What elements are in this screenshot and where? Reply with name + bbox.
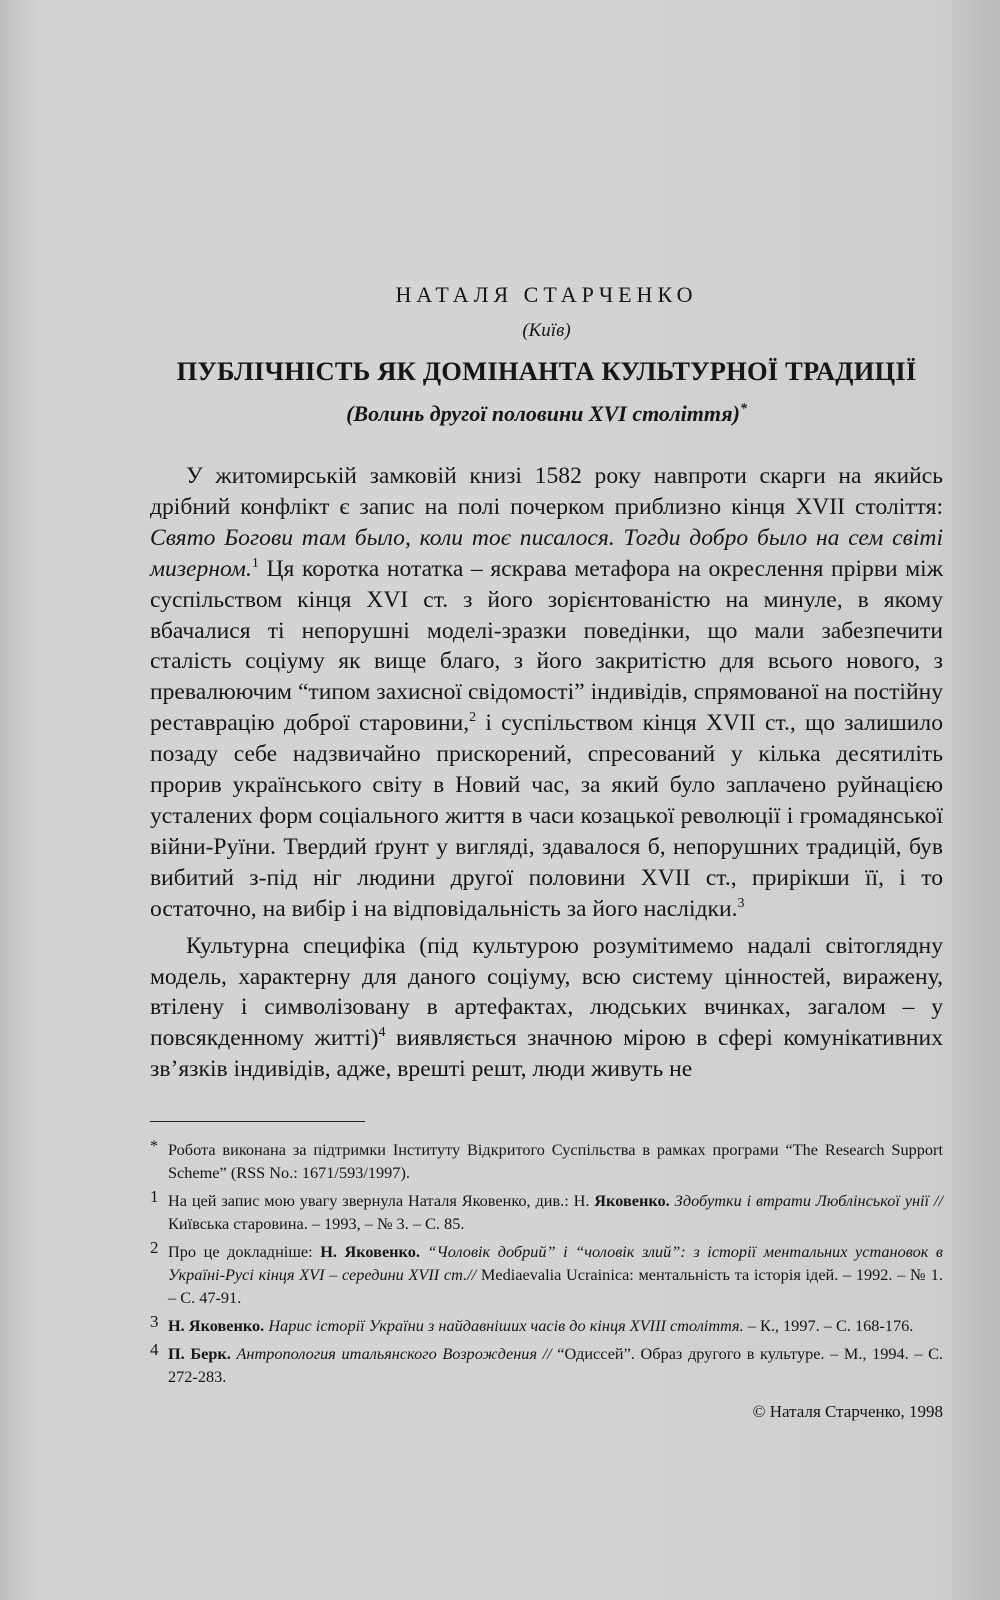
marginal-note-quote: Свято Богови там было, коли тоє писалося. Тогди добро было на сем світі мизерном. (150, 524, 943, 582)
footnote-text: Робота виконана за підтримки Інституту Відкритого Суспільства в рамках програми “The Research Support Scheme” (RSS No.: 1671/593/1997). (168, 1140, 943, 1183)
footnote-4 (150, 1342, 943, 1388)
footnote-author: Н. Яковенко. (320, 1242, 420, 1262)
paragraph-1-text-b: Ця коротка нотатка – яскрава метафора на окреслення прірви між суспільством кінця XVI ст. з його зорієнтованістю на минуле, в якому вбачалися ті непорушні моделі-зразки поведінки, що мали забезпечити сталість соціуму як вище благо, з його закритістю для всього нового, з превалюючим “типом захисної свідомості” індивідів, спрямованої на постійну реставрацію доброї старовини, (150, 555, 943, 737)
article-author: НАТАЛЯ СТАРЧЕНКО (395, 282, 698, 307)
footnote-text: На цей запис мою увагу звернула Наталя Яковенко, див.: Н. (168, 1191, 595, 1211)
subtitle-text: (Волинь другої половини XVI століття) (346, 401, 740, 426)
article-city: (Київ) (522, 320, 571, 341)
paragraph-2-text-a: Культурна специфіка (під культурою розумітимемо надалі світоглядну модель, характерну для даного соціуму, всю систему цінностей, виражену, втілену і символізовану в артефактах, людських вчинках, загалом – у повсякденному житті) (150, 932, 943, 1052)
footnote-details: – К., 1997. – С. 168-176. (743, 1316, 914, 1336)
footnote-author: П. Берк. (168, 1344, 231, 1364)
footnote-details: Київська старовина. – 1993, – № 3. – С. 85. (168, 1214, 465, 1234)
footnote-source-title: “Чоловік добрий” і “чоловік злий”: з історії ментальних установок в Україні-Русі кінця XVI – середини XVII ст.// (168, 1242, 944, 1285)
subtitle-footnote-mark: * (739, 401, 747, 417)
footnote-2 (150, 1240, 943, 1309)
article-subtitle (150, 401, 943, 427)
footnote-details: Mediaevalia Ucrainica: ментальність та історія ідей. – 1992. – № 1. – С. 47-91. (168, 1265, 943, 1308)
footnote-details: “Одиссей”. Образ другого в культуре. – М., 1994. – С. 272-283. (168, 1344, 943, 1387)
footnote-star (150, 1138, 943, 1184)
paragraph-1-text-a: У житомирській замковій книзі 1582 року навпроти скарги на якийсь дрібний конфлікт є запис на полі почерком приблизно кінця XVII століття: (150, 463, 943, 520)
footnote-separator (150, 1121, 365, 1122)
footnote-3 (150, 1314, 943, 1337)
footnote-mark: 4 (150, 1340, 159, 1360)
footnote-mark: * (150, 1138, 158, 1156)
page-edge (952, 0, 1000, 1600)
paragraph-2 (150, 931, 943, 1086)
footnote-ref-1: 1 (251, 555, 259, 571)
footnote-mark: 2 (150, 1238, 159, 1258)
footnote-author: Яковенко. (594, 1191, 670, 1211)
paragraph-1 (150, 461, 943, 925)
footnote-source-title: Антропология итальянского Возрождения // (230, 1344, 552, 1364)
copyright-notice: © Наталя Старченко, 1998 (752, 1402, 943, 1422)
paragraph-1-text-c: і суспільством кінця XVII ст., що залишило позаду себе надзвичайно прискорений, спресований у кілька десятиліть прорив українського світу в Новий час, за який було заплачено руйнацією усталених форм соціального життя в часи козацької революції і громадянської війни-Руїни. Твердий ґрунт у вигляді, здавалося б, непорушних традицій, був вибитий з-під ніг людини другої половини XVII ст., прирікши її, і то остаточно, на вибір і на відповідальність за його наслідки. (150, 710, 943, 922)
footnotes (150, 1138, 943, 1388)
footnote-source-title: Здобутки і втрати Люблінської унії // (669, 1191, 943, 1211)
footnote-author: Н. Яковенко. (168, 1316, 265, 1336)
footnote-ref-2: 2 (469, 710, 477, 726)
footnote-mark: 1 (150, 1187, 159, 1207)
footnote-source-title: Нарис історії України з найдавніших часів до кінця XVIII століття. (264, 1316, 744, 1336)
footnote-1 (150, 1189, 943, 1235)
footnote-ref-4: 4 (378, 1025, 386, 1041)
footnote-text: Про це докладніше: (168, 1242, 321, 1262)
article-title: ПУБЛІЧНІСТЬ ЯК ДОМІНАНТА КУЛЬТУРНОЇ ТРАДИЦІЇ (176, 356, 917, 386)
paragraph-2-text-b: виявляється значною мірою в сфері комунікативних зв’язків індивідів, адже, врешті решт, люди живуть не (150, 1025, 943, 1083)
footnote-ref-3: 3 (737, 895, 745, 911)
spine-shadow (0, 0, 40, 1600)
footnote-mark: 3 (150, 1312, 159, 1332)
article-content (150, 270, 943, 1422)
